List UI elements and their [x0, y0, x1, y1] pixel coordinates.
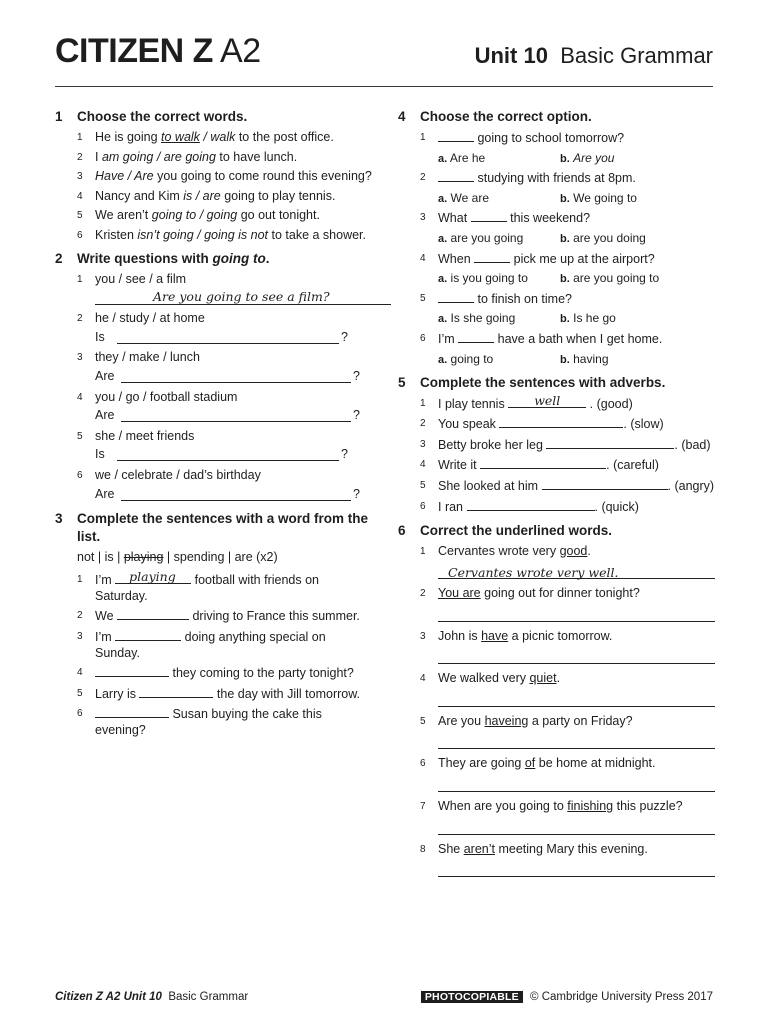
item-text: I — [95, 149, 102, 164]
brand-name: CITIZEN Z — [55, 32, 213, 70]
word-separator: | — [94, 549, 105, 564]
item-text: . (careful) — [606, 458, 659, 473]
item-text: I play tennis — [438, 396, 509, 411]
item-text: Write it — [438, 458, 481, 473]
item-number: 6 — [420, 500, 426, 512]
item-text: Susan buying the cake this evening? — [95, 707, 322, 738]
fill-blank[interactable] — [438, 129, 474, 142]
item-text: to the post office. — [235, 130, 334, 144]
answer-line[interactable] — [77, 330, 373, 346]
blank-line — [121, 382, 351, 383]
fill-blank[interactable] — [458, 330, 494, 343]
choice-text: is / are — [183, 188, 221, 203]
list-item — [420, 670, 715, 686]
list-item — [420, 436, 715, 453]
prompt-text: you / go / football stadium — [95, 389, 238, 404]
item-text: You speak — [438, 417, 500, 432]
list-item — [77, 664, 373, 681]
prompt-text: you / see / a film — [95, 271, 187, 286]
list-item — [77, 129, 373, 145]
line-end: ? — [353, 486, 360, 501]
item-text: Kristen — [95, 227, 138, 242]
item-number: 2 — [77, 151, 83, 163]
list-item — [420, 628, 715, 644]
option-a[interactable] — [438, 271, 528, 285]
list-item — [77, 705, 373, 738]
fill-blank[interactable] — [499, 415, 623, 428]
item-number: 5 — [77, 430, 83, 442]
item-text: I’m — [438, 331, 459, 346]
option-letter: b. — [560, 273, 570, 286]
brand-title — [55, 34, 261, 68]
item-text: they coming to the party tonight? — [169, 666, 354, 681]
line-end: ? — [353, 368, 360, 383]
unit-title: Basic Grammar — [560, 43, 713, 68]
answer-line[interactable] — [438, 775, 715, 792]
answer-line[interactable] — [77, 369, 373, 385]
fill-blank[interactable] — [542, 477, 668, 490]
list-item — [420, 415, 715, 432]
exercise-1 — [55, 108, 373, 243]
footer-copyright — [421, 990, 713, 1004]
title-emphasis: going to — [212, 250, 266, 266]
answer-line[interactable] — [77, 288, 373, 307]
answer-options — [420, 310, 715, 326]
list-item — [420, 129, 715, 146]
line-lead: Are — [95, 486, 115, 501]
word-option-used: playing — [123, 549, 164, 564]
fill-blank[interactable] — [139, 685, 213, 698]
fill-blank[interactable] — [117, 607, 189, 620]
exercise-2 — [55, 250, 373, 503]
unit-heading — [475, 44, 713, 68]
answer-line[interactable] — [77, 447, 373, 463]
word-option: spending — [173, 549, 225, 564]
item-number: 2 — [420, 418, 426, 430]
item-number: 2 — [420, 172, 426, 184]
item-text: Cervantes wrote very — [438, 543, 560, 558]
underlined-word: good — [559, 543, 588, 558]
item-number: 3 — [420, 212, 426, 224]
item-number: 4 — [420, 459, 426, 471]
item-text: a picnic tomorrow. — [508, 628, 613, 643]
fill-blank[interactable] — [467, 498, 595, 511]
item-text: going out for dinner tonight? — [480, 586, 640, 601]
answer-line[interactable] — [77, 408, 373, 424]
list-item — [420, 250, 715, 267]
unit-label: Unit 10 — [474, 43, 548, 68]
exercise-number: 5 — [398, 374, 406, 390]
underlined-word: quiet — [529, 671, 557, 686]
prompt-text: we / celebrate / dad’s birthday — [95, 467, 261, 482]
item-text: We aren’t — [95, 208, 152, 223]
option-letter: a. — [438, 192, 448, 205]
item-text: football with friends on Saturday. — [95, 572, 319, 603]
fill-blank[interactable] — [546, 436, 674, 449]
option-a[interactable] — [438, 151, 485, 165]
choice-text: isn’t going / going is not — [137, 227, 269, 242]
word-list — [77, 549, 373, 565]
option-a[interactable] — [438, 191, 489, 205]
item-text: Nancy and Kim — [95, 188, 184, 203]
option-letter: a. — [438, 232, 448, 245]
underlined-word: haveing — [484, 713, 529, 728]
item-number: 3 — [77, 171, 83, 183]
title-text: . — [265, 250, 270, 266]
exercise-title: Complete the sentences with a word from the list. — [77, 510, 369, 544]
footer-title — [55, 990, 248, 1004]
answer-line[interactable] — [438, 647, 715, 664]
item-text: going to school tomorrow? — [474, 131, 625, 145]
option-b[interactable] — [560, 230, 646, 247]
item-number: 6 — [420, 758, 426, 770]
list-item — [77, 568, 373, 604]
answer-line[interactable] — [438, 732, 715, 749]
option-text: We going to — [573, 190, 637, 205]
prompt-text: they / make / lunch — [95, 350, 200, 365]
fill-blank[interactable] — [115, 568, 191, 584]
option-letter: b. — [560, 192, 570, 205]
word-separator: | — [113, 549, 124, 564]
exercise-number: 1 — [55, 109, 63, 124]
line-lead: Is — [95, 329, 105, 344]
blank-line — [121, 421, 351, 422]
item-text: go out tonight. — [237, 208, 320, 223]
option-text: are you doing — [573, 230, 646, 245]
option-letter: b. — [560, 232, 570, 245]
list-item — [420, 209, 715, 226]
list-item — [77, 168, 373, 184]
answer-line[interactable] — [438, 818, 715, 835]
option-text: Is she going — [450, 311, 516, 326]
brand-level: A2 — [220, 32, 261, 70]
option-text: We are — [450, 190, 489, 205]
answer-line[interactable] — [438, 605, 715, 622]
option-letter: b. — [560, 152, 570, 165]
option-text: having — [573, 351, 609, 366]
item-text: . (angry) — [667, 478, 715, 493]
item-text: . (slow) — [623, 417, 664, 432]
list-item — [420, 755, 715, 771]
answer-options — [420, 351, 715, 367]
fill-blank[interactable] — [115, 628, 181, 641]
handwritten-answer: Are you going to see a film? — [153, 288, 330, 304]
item-text: . (good) — [586, 396, 633, 411]
fill-blank[interactable] — [95, 664, 169, 677]
item-text: a party on Friday? — [528, 713, 633, 728]
option-text: going to — [450, 351, 494, 366]
option-text: are you going to — [573, 271, 660, 286]
photocopiable-badge: PHOTOCOPIABLE — [421, 991, 523, 1003]
list-item — [420, 456, 715, 473]
answer-options — [420, 150, 715, 166]
underlined-word: You are — [438, 586, 481, 601]
fill-blank[interactable] — [480, 456, 606, 469]
exercise-number: 6 — [398, 522, 406, 538]
option-b[interactable] — [560, 310, 616, 327]
item-text: driving to France this summer. — [189, 609, 360, 624]
item-number: 3 — [420, 438, 426, 450]
list-item — [420, 713, 715, 729]
answer-options — [420, 190, 715, 206]
item-number: 5 — [420, 715, 426, 727]
item-number: 2 — [420, 588, 426, 600]
item-number: 6 — [420, 332, 426, 344]
item-number: 3 — [420, 630, 426, 642]
item-number: 1 — [77, 273, 83, 285]
list-item — [77, 685, 373, 702]
list-item — [77, 310, 373, 326]
item-text: studying with friends at 8pm. — [474, 171, 636, 186]
line-end: ? — [353, 408, 360, 423]
list-item — [420, 330, 715, 347]
line-lead: Are — [95, 368, 115, 383]
prompt-text: she / meet friends — [95, 428, 195, 443]
list-item — [420, 169, 715, 186]
list-item — [77, 628, 373, 661]
line-lead: Are — [95, 408, 115, 423]
item-text: you going to come round this evening? — [153, 169, 372, 184]
line-end: ? — [341, 329, 348, 344]
list-item — [77, 467, 373, 483]
prompt-text: he / study / at home — [95, 311, 205, 326]
title-text: Write questions with — [77, 250, 213, 266]
word-option: not — [77, 549, 95, 564]
item-text: this weekend? — [506, 211, 591, 226]
item-text: to finish on time? — [474, 291, 572, 306]
answer-line[interactable] — [438, 562, 715, 579]
option-letter: a. — [438, 273, 448, 286]
blank-line — [95, 304, 391, 305]
item-text: They are going — [438, 756, 525, 771]
item-number: 7 — [420, 801, 426, 813]
list-item — [420, 392, 715, 412]
option-a[interactable] — [438, 311, 515, 325]
exercise-number: 4 — [398, 109, 406, 124]
handwritten-answer: well — [534, 392, 561, 408]
item-text: Betty broke her leg — [438, 437, 547, 452]
underlined-word: finishing — [567, 799, 614, 814]
option-b[interactable] — [560, 190, 637, 207]
item-text: doing anything special on Sunday. — [95, 629, 326, 660]
item-number: 3 — [77, 352, 83, 364]
option-b[interactable] — [560, 270, 659, 287]
left-column — [55, 108, 373, 745]
item-number: 6 — [77, 229, 83, 241]
item-number: 6 — [77, 708, 83, 720]
exercise-4 — [398, 108, 715, 367]
item-number: 3 — [77, 630, 83, 642]
option-text: Is he go — [573, 311, 616, 326]
list-item — [77, 389, 373, 405]
option-text: is you going to — [450, 271, 528, 286]
option-letter: b. — [560, 313, 570, 326]
item-text: Are you — [438, 713, 485, 728]
exercise-number: 2 — [55, 250, 63, 266]
exercise-number: 3 — [55, 510, 63, 526]
right-column — [398, 108, 715, 884]
item-number: 8 — [420, 843, 426, 855]
item-text: Larry is — [95, 686, 140, 701]
list-item — [420, 498, 715, 515]
item-number: 1 — [420, 132, 426, 143]
list-item — [420, 798, 715, 814]
underlined-word: aren’t — [463, 841, 495, 856]
item-text: have a bath when I get home. — [494, 331, 663, 346]
list-item — [77, 607, 373, 624]
option-text: are you going — [450, 230, 524, 245]
item-number: 5 — [77, 687, 83, 699]
item-number: 4 — [77, 190, 83, 202]
copyright-text: © Cambridge University Press 2017 — [530, 991, 713, 1003]
item-number: 2 — [77, 610, 83, 622]
exercise-3 — [55, 510, 373, 739]
underlined-choice: to walk — [161, 130, 200, 144]
fill-blank[interactable] — [438, 169, 474, 182]
choice-text: am going / are going — [101, 149, 216, 164]
item-text: be home at midnight. — [535, 756, 656, 771]
fill-blank[interactable] — [438, 290, 474, 303]
word-option: is — [104, 549, 114, 564]
underlined-word: of — [524, 756, 536, 771]
list-item — [420, 585, 715, 601]
exercise-title: Choose the correct option. — [420, 109, 592, 124]
underlined-word: have — [481, 628, 509, 643]
item-text: . — [587, 543, 591, 558]
item-number: 1 — [77, 132, 83, 143]
item-number: 6 — [77, 469, 83, 481]
item-text: John is — [438, 628, 482, 643]
item-text: We — [95, 609, 117, 624]
item-number: 4 — [77, 667, 83, 679]
item-text: this puzzle? — [613, 799, 683, 814]
option-letter: b. — [560, 353, 570, 366]
item-number: 1 — [420, 397, 426, 409]
item-text: When — [438, 251, 475, 266]
list-item — [77, 188, 373, 204]
choice-text: going to / going — [151, 208, 238, 223]
list-item — [77, 349, 373, 365]
list-item — [77, 428, 373, 444]
list-item — [420, 543, 715, 559]
list-item — [77, 149, 373, 165]
line-lead: Is — [95, 447, 105, 462]
item-text: I’m — [95, 629, 116, 644]
item-text: meeting Mary this evening. — [495, 841, 648, 856]
item-text: pick me up at the airport? — [510, 251, 655, 266]
item-text: I ran — [438, 499, 467, 514]
fill-blank[interactable] — [508, 392, 586, 408]
answer-line[interactable] — [438, 860, 715, 877]
answer-line[interactable] — [438, 690, 715, 707]
item-text: I’m — [95, 572, 116, 587]
item-text: the day with Jill tomorrow. — [213, 686, 361, 701]
list-item — [77, 271, 373, 287]
item-number: 1 — [77, 573, 83, 585]
item-text: He is going — [95, 130, 162, 144]
footer-book-unit: Citizen Z A2 Unit 10 — [55, 991, 162, 1003]
header-divider — [55, 86, 713, 87]
exercise-title: Choose the correct words. — [77, 109, 248, 124]
option-letter: a. — [438, 152, 448, 165]
word-separator: | — [224, 549, 235, 564]
item-number: 2 — [77, 313, 83, 325]
fill-blank[interactable] — [95, 705, 169, 718]
fill-blank[interactable] — [471, 209, 507, 222]
list-item — [77, 227, 373, 243]
item-text: . (bad) — [674, 437, 711, 452]
option-letter: a. — [438, 353, 448, 366]
item-text: When are you going to — [438, 799, 568, 814]
item-text: She — [438, 841, 464, 856]
answer-line[interactable] — [77, 487, 373, 503]
handwritten-answer: Cervantes wrote very well. — [448, 565, 619, 581]
item-text: We walked very — [438, 671, 530, 686]
item-text: to take a shower. — [268, 227, 367, 242]
option-b[interactable] — [560, 351, 609, 368]
item-text: . (quick) — [594, 499, 639, 514]
item-text: going to play tennis. — [220, 188, 336, 203]
option-text: Are you — [573, 150, 615, 165]
choice-text: Have / Are — [95, 169, 154, 184]
footer-topic: Basic Grammar — [168, 991, 249, 1003]
option-a[interactable] — [438, 352, 493, 366]
item-text: to have lunch. — [215, 149, 298, 164]
item-number: 5 — [420, 292, 426, 304]
blank-line — [121, 500, 351, 501]
item-number: 4 — [77, 391, 83, 403]
list-item — [420, 290, 715, 307]
blank-line — [117, 460, 339, 461]
page-header — [55, 28, 713, 76]
exercise-6 — [398, 522, 715, 878]
option-text: Are he — [449, 150, 486, 165]
item-number: 5 — [420, 479, 426, 491]
item-number: 1 — [420, 545, 426, 557]
item-text: What — [438, 211, 471, 226]
choice-text: walk — [210, 130, 236, 144]
item-text: She looked at him — [438, 478, 542, 493]
word-separator: | — [163, 549, 174, 564]
item-number: 4 — [420, 252, 426, 264]
handwritten-answer: playing — [129, 568, 176, 584]
exercise-title: Correct the underlined words. — [420, 522, 613, 538]
list-item — [77, 207, 373, 223]
item-text: / — [199, 130, 211, 144]
item-number: 5 — [77, 210, 83, 222]
line-end: ? — [341, 447, 348, 462]
exercise-title — [77, 250, 373, 268]
item-number: 4 — [420, 673, 426, 685]
item-text: . — [556, 671, 561, 686]
exercise-5 — [398, 374, 715, 515]
blank-line — [117, 343, 339, 344]
option-a[interactable] — [438, 231, 523, 245]
word-option: are (x2) — [234, 549, 278, 564]
option-letter: a. — [438, 313, 448, 326]
fill-blank[interactable] — [474, 250, 510, 263]
exercise-title: Complete the sentences with adverbs. — [420, 374, 666, 390]
list-item — [420, 841, 715, 857]
list-item — [420, 477, 715, 494]
answer-options — [420, 270, 715, 286]
answer-options — [420, 230, 715, 246]
option-b[interactable] — [560, 150, 614, 167]
